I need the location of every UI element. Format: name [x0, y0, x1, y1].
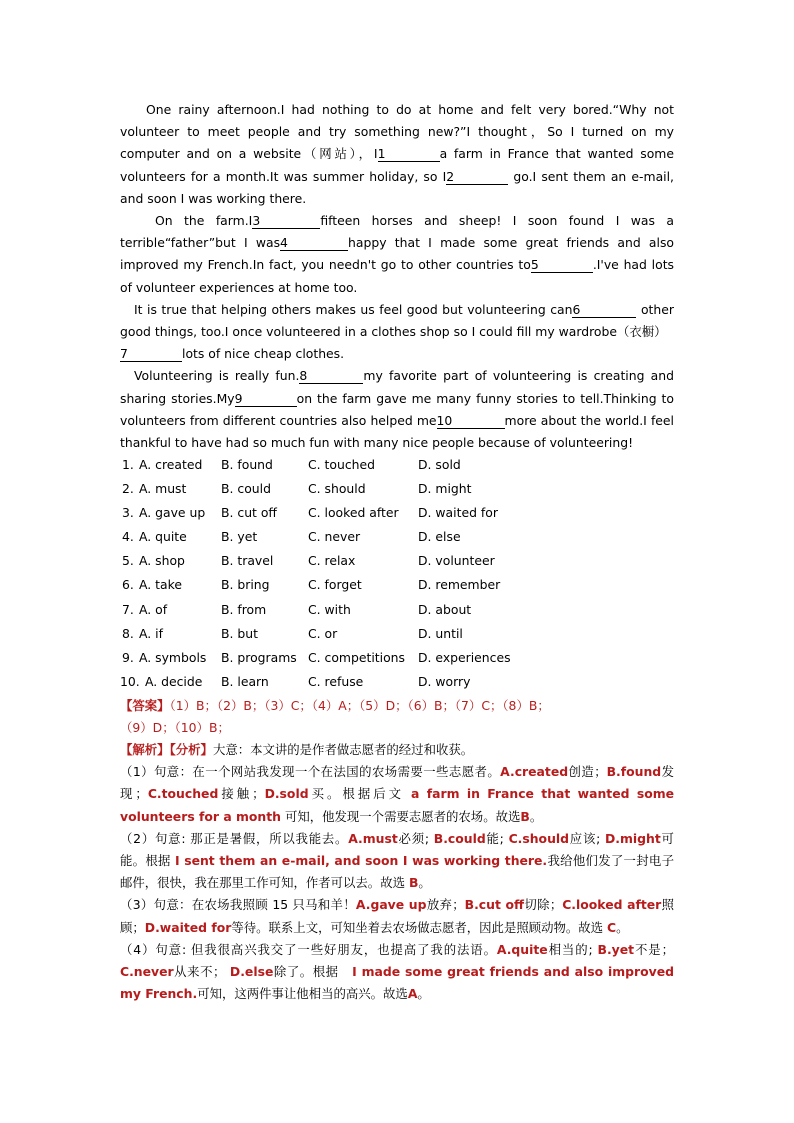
passage-text: fifteen horses and sheep! I soon found I was a terrible“father”but I was [120, 213, 674, 251]
analysis-text: 除了。根据 [273, 964, 339, 980]
analysis-text: 可知，这两件事让他相当的高兴。故选 [197, 986, 408, 1002]
option-row-6 [120, 575, 680, 599]
analysis-text: （1）句意：在一个网站我发现一个在法国的农场需要一些志愿者。 [120, 764, 501, 780]
analysis-number: 15 [272, 897, 289, 913]
analysis-text: 应该; [569, 830, 601, 846]
option-a: A. created [139, 457, 203, 472]
option-ref: A.created [500, 764, 569, 780]
passage-paragraph-4 [120, 365, 674, 454]
blank-1: 1 [378, 146, 440, 162]
question-number: 1. [122, 457, 134, 472]
answer-line-1: （1）B；（2）B；（3）C；（4）A；（5）D；（6）B；（7）C；（8）B； [169, 698, 550, 713]
analysis-text: 从来不； [173, 964, 226, 980]
analysis-text: 创造； [568, 764, 607, 780]
passage-paragraph-2 [120, 210, 674, 299]
option-a: A. quite [139, 529, 187, 545]
option-c: C. with [308, 601, 351, 617]
option-b: B. travel [221, 553, 274, 569]
option-b: B. cut off [221, 505, 277, 521]
option-ref: A.must [348, 830, 398, 846]
passage-text: Volunteering is really fun. [134, 368, 300, 384]
analysis-sub-label: 【分析】 [169, 742, 213, 757]
blank-5: 5 [531, 257, 593, 273]
answer-line-2: （9）D；（10）B； [120, 720, 230, 735]
passage-text: more about the world.I feel thankful to have had so much fun with many nice people because of volunteering! [120, 412, 674, 451]
option-row-10 [120, 672, 680, 696]
option-row-5 [120, 551, 680, 575]
analysis-text: 。 [529, 808, 543, 824]
passage-text: my favorite part of volunteering is creating and sharing stories.My [120, 368, 674, 406]
analysis-text: 等待。联系上文，可知坐着去农场做志愿者，因此是照顾动物。故选 [231, 919, 604, 935]
option-a: A. decide [145, 673, 203, 689]
analysis-q3 [120, 894, 674, 938]
option-a: A. take [139, 577, 182, 593]
analysis-text: （2）句意: 那正是暑假，所以我能去。 [120, 830, 349, 846]
option-row-4 [120, 527, 680, 551]
analysis-text: 我给他们发了一封电子邮件，很快，我在那里工作可知，作者可以去。故选 [120, 853, 675, 891]
analysis-text: 不是； [634, 941, 674, 957]
blank-9: 9 [235, 391, 297, 407]
option-ref: B.could [433, 830, 486, 846]
option-c: C. never [308, 529, 361, 545]
option-row-7 [120, 600, 680, 624]
option-b: B. but [221, 625, 258, 641]
option-d: D. waited for [418, 505, 498, 521]
passage-text: lots of nice cheap clothes. [182, 346, 345, 362]
analysis-label: 【解析】 [120, 742, 170, 757]
passage-text: .I've had lots of volunteer experiences at home too. [120, 257, 675, 295]
analysis-text: （3）句意：在农场我照顾 [120, 897, 269, 913]
option-c: C. forget [308, 577, 362, 593]
option-ref: B.yet [597, 941, 635, 957]
option-row-2 [120, 479, 680, 503]
question-number: 3. [122, 505, 134, 521]
option-ref: B.found [606, 764, 662, 780]
option-b: B. could [221, 481, 271, 497]
option-d: D. remember [418, 577, 501, 593]
option-c: C. should [308, 481, 366, 497]
summary-text: 大意：本文讲的是作者做志愿者的经过和收获。 [212, 742, 474, 757]
option-c: C. touched [308, 457, 375, 472]
analysis-text: 买。根据后文 [308, 786, 405, 802]
analysis-text: 必须; [397, 830, 430, 846]
option-ref: C.looked after [562, 897, 662, 913]
analysis-text: （4）句意: 但我很高兴我交了一些好朋友，也提高了我的法语。 [120, 941, 497, 957]
question-number: 4. [122, 529, 134, 545]
analysis-summary [120, 739, 674, 761]
passage-text: go.I sent them an e-mail, and soon I was working there. [120, 168, 674, 206]
analysis-text: 接触； [218, 786, 265, 802]
option-ref: C.touched [147, 786, 219, 802]
option-ref: D.else [229, 964, 274, 980]
answer-letter: B [408, 875, 419, 891]
passage-text: It is true that helping others makes us feel good but volunteering can [134, 301, 573, 317]
question-number: 6. [122, 577, 134, 593]
option-ref: D.waited for [144, 919, 232, 935]
analysis-text: 相当的; [547, 941, 593, 957]
analysis-section [120, 739, 674, 1005]
blank-2: 2 [446, 169, 508, 185]
option-b: B. yet [221, 529, 258, 545]
answer-letter: A [407, 986, 418, 1002]
passage-paragraph-3 [120, 299, 674, 366]
passage-text: a farm in France that wanted some volunteers for a month.It was summer holiday, so I [120, 146, 674, 184]
question-number: 7. [122, 601, 134, 617]
analysis-text: 切除； [524, 897, 563, 913]
option-a: A. shop [139, 553, 185, 569]
option-d: D. else [418, 529, 461, 545]
option-a: A. of [139, 601, 168, 617]
analysis-text: 可知，他发现一个需要志愿者的农场。故选 [284, 808, 521, 824]
option-row-8 [120, 624, 680, 648]
option-row-9 [120, 648, 680, 672]
answer-letter: B [520, 808, 530, 824]
option-d: D. about [418, 601, 472, 617]
analysis-text: 。 [418, 875, 431, 891]
answer-letter: C [607, 919, 617, 935]
question-number: 10. [120, 673, 140, 689]
passage-text: other good things, too.I once volunteered in a clothes shop so I could fill my wardrobe（衣橱） [120, 301, 674, 340]
option-d: D. until [418, 625, 463, 641]
option-row-1 [120, 455, 680, 479]
option-ref: B.cut off [464, 897, 525, 913]
analysis-text: 发现； [120, 764, 674, 802]
passage-text: One rainy afternoon.I had nothing to do at home and felt very bored.“Why not volunteer to meet people and try something new?”I thought，So I turned on my computer and on a website（网站），I [120, 102, 674, 162]
option-c: C. looked after [308, 505, 399, 521]
option-c: C. refuse [308, 673, 364, 689]
option-d: D. volunteer [418, 553, 495, 569]
option-d: D. experiences [418, 649, 511, 665]
blank-10: 10 [437, 413, 505, 429]
passage-text: on the farm gave me many funny stories to tell.Thinking to volunteers from different countries also helped me [120, 390, 674, 428]
option-ref: D.sold [264, 786, 309, 802]
answer-section [120, 695, 680, 739]
answer-label: 【答案】 [120, 698, 170, 713]
option-d: D. sold [418, 457, 461, 472]
blank-3: 3 [252, 213, 320, 229]
passage-text: happy that I made some great friends and also improved my French.In fact, you needn't go to other countries to [120, 235, 674, 273]
option-b: B. bring [221, 577, 270, 593]
question-number: 9. [122, 649, 134, 665]
option-a: A. must [139, 481, 187, 497]
analysis-text: 可能。根据 [120, 830, 674, 869]
analysis-text: 。 [417, 986, 430, 1002]
option-ref: C.never [120, 964, 174, 980]
analysis-text: 放弃； [426, 897, 465, 913]
option-a: A. if [139, 625, 163, 641]
blank-6: 6 [572, 302, 636, 318]
option-row-3 [120, 503, 680, 527]
option-ref: D.might [605, 830, 661, 846]
blank-7: 7 [120, 346, 182, 362]
quote-text: I sent them an e-mail, and soon I was working there. [174, 853, 548, 869]
quote-text: I made some great friends and also improved my French. [120, 964, 674, 1002]
reading-passage [120, 99, 674, 454]
analysis-text: 。 [616, 919, 629, 935]
blank-4: 4 [280, 235, 348, 251]
options-list [120, 455, 680, 696]
analysis-text: 照顾； [120, 897, 675, 935]
analysis-q2 [120, 828, 674, 895]
option-b: B. found [221, 457, 273, 472]
option-ref: A.quite [496, 941, 548, 957]
option-ref: A.gave up [355, 897, 427, 913]
question-number: 2. [122, 481, 134, 497]
option-b: B. from [221, 601, 267, 617]
question-number: 8. [122, 625, 134, 641]
analysis-text: 只马和羊！ [292, 897, 356, 913]
option-b: B. learn [221, 673, 269, 689]
analysis-q1 [120, 761, 674, 828]
option-a: A. gave up [139, 505, 206, 521]
option-c: C. relax [308, 553, 356, 569]
analysis-text: 能; [485, 830, 504, 846]
option-ref: C.should [508, 830, 570, 846]
quote-text: a farm in France that wanted some volunteers for a month [120, 786, 675, 824]
blank-8: 8 [299, 368, 363, 384]
option-b: B. programs [221, 649, 297, 665]
option-d: D. might [418, 481, 472, 497]
option-d: D. worry [418, 673, 471, 689]
analysis-q4 [120, 939, 674, 1006]
passage-paragraph-1 [120, 99, 674, 210]
passage-text: On the farm.I [155, 213, 253, 229]
option-a: A. symbols [139, 649, 207, 665]
option-c: C. or [308, 625, 338, 641]
option-c: C. competitions [308, 649, 405, 665]
question-number: 5. [122, 553, 134, 569]
